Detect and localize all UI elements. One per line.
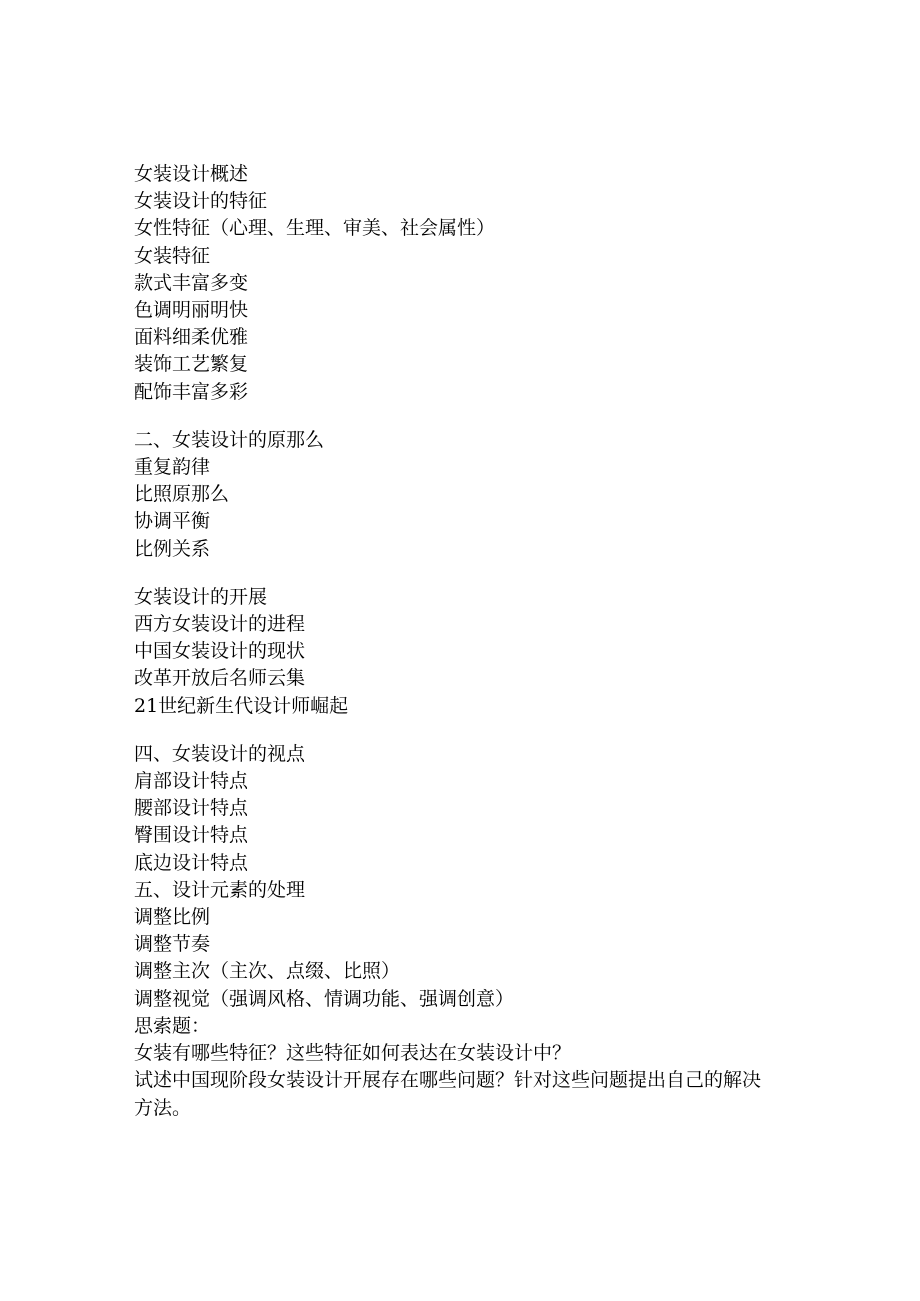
question-item: 试述中国现阶段女装设计开展存在哪些问题？针对这些问题提出自己的解决方法。 xyxy=(134,1069,762,1119)
list-item: 调整视觉（强调风格、情调功能、强调创意） xyxy=(134,987,515,1010)
section-overview xyxy=(134,161,814,406)
section-title: 女装设计的开展 xyxy=(134,585,268,608)
list-item: 配饰丰富多彩 xyxy=(134,380,249,403)
list-item: 女装设计的特征 xyxy=(134,190,268,213)
section-development xyxy=(134,584,814,720)
list-item: 装饰工艺繁复 xyxy=(134,353,249,376)
list-item: 肩部设计特点 xyxy=(134,770,249,793)
section-title: 思索题： xyxy=(134,1014,211,1037)
question-item: 女装有哪些特征？这些特征如何表达在女装设计中？ xyxy=(134,1042,572,1065)
section-viewpoints xyxy=(134,741,814,877)
list-item: 比例关系 xyxy=(134,537,211,560)
list-item: 腰部设计特点 xyxy=(134,797,249,820)
list-item: 改革开放后名师云集 xyxy=(134,667,306,690)
section-design-elements xyxy=(134,877,814,1013)
list-item: 女装特征 xyxy=(134,244,211,267)
list-item: 21世纪新生代设计师崛起 xyxy=(134,694,349,717)
list-item: 女性特征（心理、生理、审美、社会属性） xyxy=(134,217,496,240)
document-body xyxy=(134,161,814,1122)
section-title: 二、女装设计的原那么 xyxy=(134,428,325,451)
list-item: 重复韵律 xyxy=(134,456,211,479)
list-item: 西方女装设计的进程 xyxy=(134,613,306,636)
section-title: 四、女装设计的视点 xyxy=(134,742,306,765)
section-principles xyxy=(134,427,814,563)
list-item: 比照原那么 xyxy=(134,483,230,506)
list-item: 调整主次（主次、点缀、比照） xyxy=(134,960,401,983)
list-item: 调整比例 xyxy=(134,906,211,929)
list-item: 臀围设计特点 xyxy=(134,824,249,847)
list-item: 面料细柔优雅 xyxy=(134,326,249,349)
section-title: 五、设计元素的处理 xyxy=(134,878,306,901)
list-item: 协调平衡 xyxy=(134,510,211,533)
list-item: 调整节奏 xyxy=(134,933,211,956)
list-item: 底边设计特点 xyxy=(134,851,249,874)
list-item: 中国女装设计的现状 xyxy=(134,640,306,663)
list-item: 色调明丽明快 xyxy=(134,299,249,322)
section-title: 女装设计概述 xyxy=(134,163,249,185)
list-item: 款式丰富多变 xyxy=(134,271,249,294)
section-questions xyxy=(134,1013,814,1122)
